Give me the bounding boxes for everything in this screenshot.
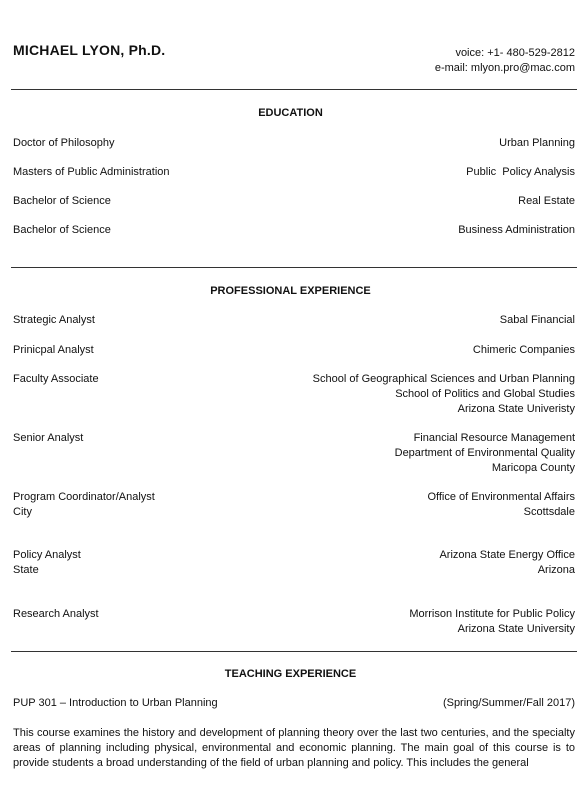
job-title: Prinicpal Analyst — [13, 344, 94, 356]
experience-organization — [409, 607, 575, 637]
phone-number: voice: +1- 480-529-2812 — [455, 47, 575, 59]
organization-line: Office of Environmental Affairs — [427, 491, 575, 503]
education-degree: Bachelor of Science — [13, 195, 111, 207]
job-title: Senior Analyst — [13, 432, 84, 444]
education-degree: Masters of Public Administration — [13, 166, 170, 178]
course-description: This course examines the history and development of planning theory over the last two centuries, and the specialty areas of planning including physical, environmental and economic planning. The main goal of this course is to provide students a broad understanding of the field of urban planning and policy. This includes the general — [13, 727, 575, 769]
divider — [11, 89, 577, 90]
experience-title — [13, 490, 155, 520]
experience-title — [13, 607, 99, 622]
organization-line: Arizona State University — [457, 623, 575, 635]
experience-organization — [473, 343, 575, 358]
divider — [11, 651, 577, 652]
section-heading-teaching: TEACHING EXPERIENCE — [224, 668, 357, 680]
job-title: Policy Analyst — [13, 549, 81, 561]
organization-line: Maricopa County — [491, 462, 575, 474]
organization-line: Scottsdale — [523, 506, 575, 518]
education-field: Real Estate — [518, 195, 575, 207]
organization-line: School of Geographical Sciences and Urban Planning — [312, 373, 575, 385]
organization-line: Department of Environmental Quality — [394, 447, 575, 459]
organization-line: Arizona State Univeristy — [457, 403, 575, 415]
experience-organization — [500, 313, 575, 328]
job-title: Strategic Analyst — [13, 314, 95, 326]
organization-line: Chimeric Companies — [472, 344, 575, 356]
job-scope: City — [13, 506, 32, 518]
education-field: Urban Planning — [499, 137, 575, 149]
experience-organization — [427, 490, 575, 520]
education-field: Public Policy Analysis — [466, 166, 575, 178]
course-title: PUP 301 – Introduction to Urban Planning — [13, 697, 218, 709]
education-degree: Doctor of Philosophy — [13, 137, 115, 149]
experience-organization — [313, 372, 575, 417]
section-heading-experience: PROFESSIONAL EXPERIENCE — [210, 285, 371, 297]
organization-line: Arizona — [537, 564, 575, 576]
experience-organization — [439, 548, 575, 578]
job-title: Research Analyst — [13, 608, 99, 620]
experience-title — [13, 372, 99, 387]
organization-line: Arizona State Energy Office — [439, 549, 575, 561]
course-term: (Spring/Summer/Fall 2017) — [442, 697, 575, 709]
organization-line: School of Politics and Global Studies — [395, 388, 575, 400]
experience-title — [13, 343, 94, 358]
experience-title — [13, 431, 83, 446]
experience-organization — [395, 431, 575, 476]
email-address: e-mail: mlyon.pro@mac.com — [434, 62, 575, 74]
job-title: Faculty Associate — [13, 373, 99, 385]
education-degree: Bachelor of Science — [13, 224, 111, 236]
experience-title — [13, 313, 95, 328]
contact-block — [435, 46, 575, 76]
job-scope: State — [13, 564, 39, 576]
experience-title — [13, 548, 81, 578]
candidate-name: MICHAEL LYON, Ph.D. — [13, 42, 166, 58]
organization-line: Financial Resource Management — [413, 432, 575, 444]
section-heading-education: EDUCATION — [258, 107, 323, 119]
education-field: Business Administration — [458, 224, 575, 236]
organization-line: Morrison Institute for Public Policy — [409, 608, 575, 620]
job-title: Program Coordinator/Analyst — [13, 491, 155, 503]
organization-line: Sabal Financial — [499, 314, 575, 326]
divider — [11, 267, 577, 268]
